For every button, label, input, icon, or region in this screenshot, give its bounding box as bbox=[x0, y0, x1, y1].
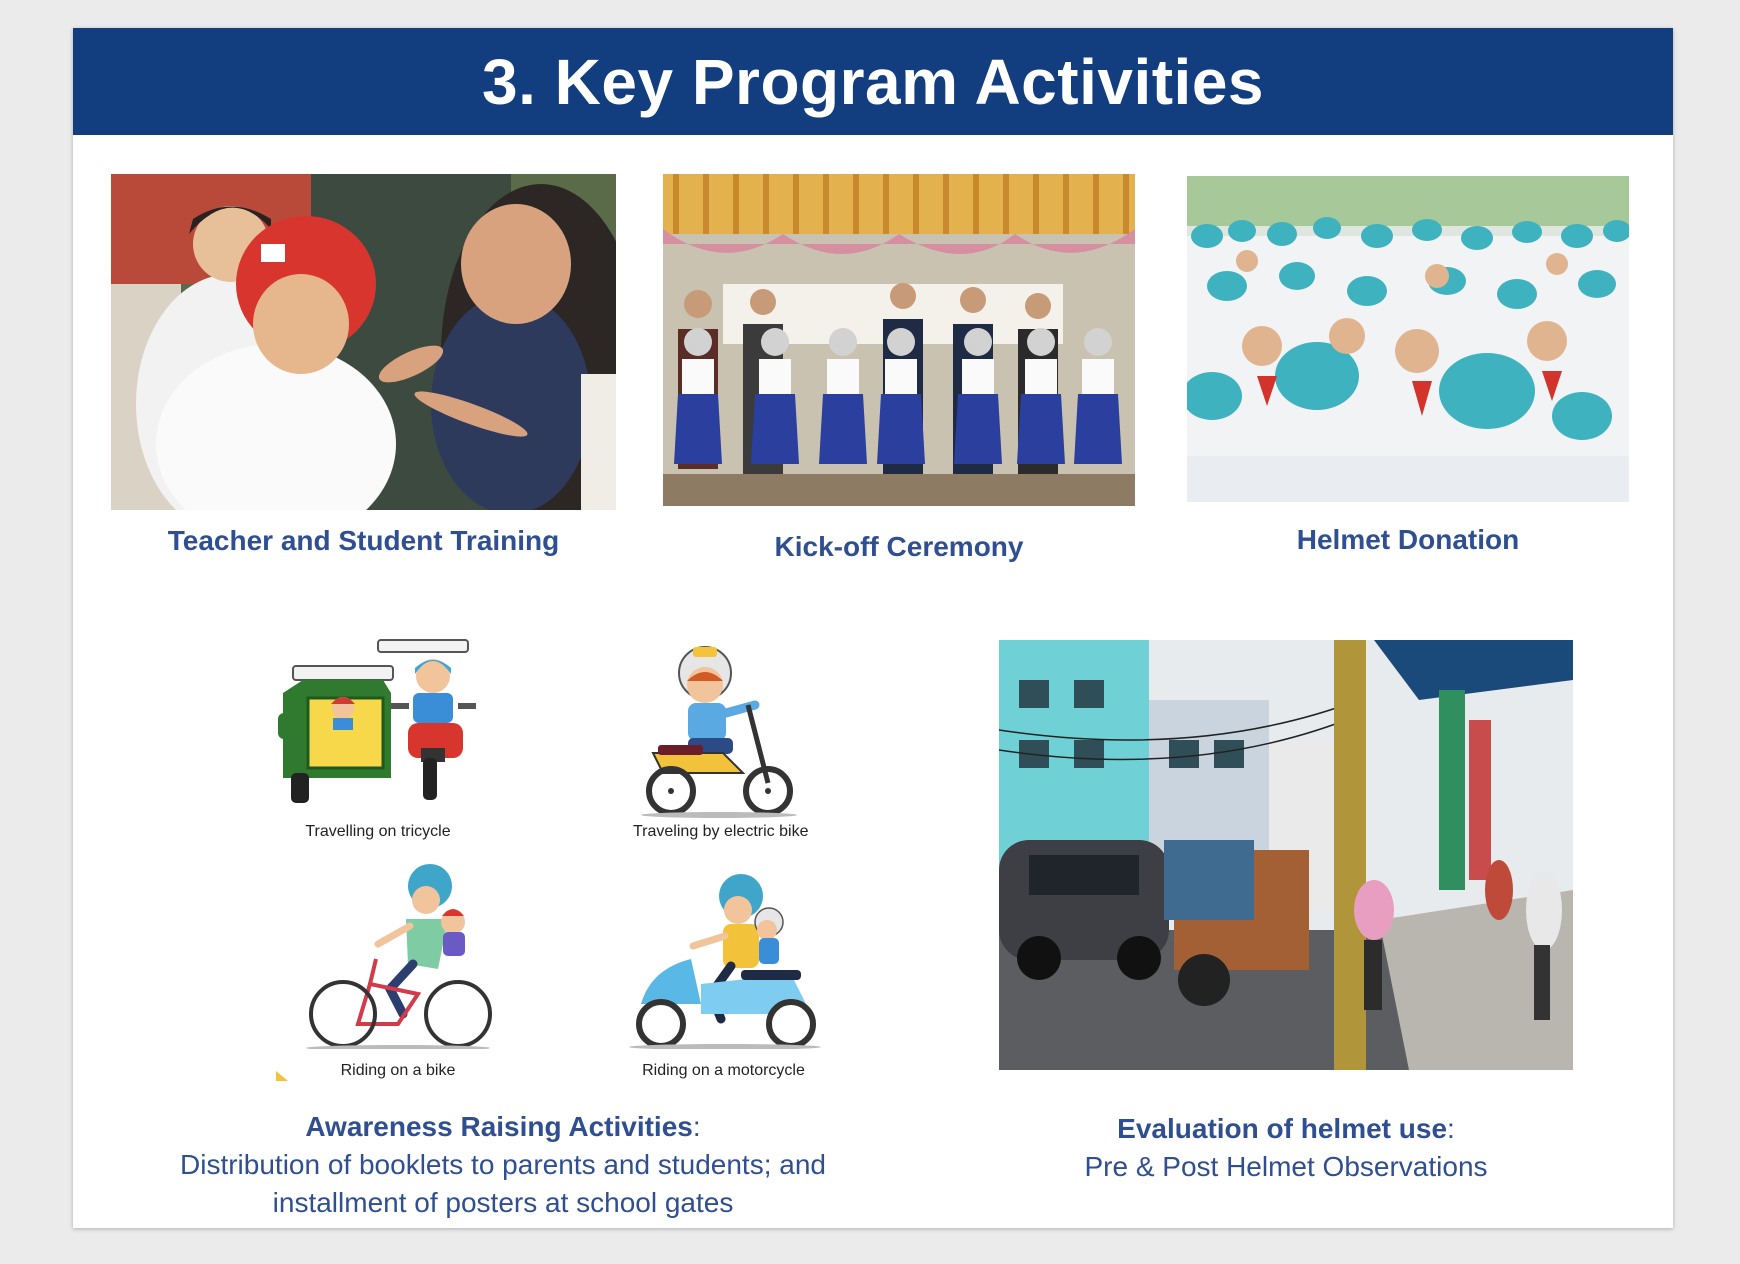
awareness-description bbox=[143, 1108, 863, 1222]
ceremony-caption: Kick-off Ceremony bbox=[774, 531, 1024, 562]
tricycle-icon bbox=[273, 638, 483, 813]
training-caption: Teacher and Student Training bbox=[167, 525, 560, 556]
slide bbox=[73, 28, 1673, 1228]
slide-title: 3. Key Program Activities bbox=[482, 45, 1264, 118]
bicycle-illustration bbox=[298, 864, 498, 1049]
evaluation-description bbox=[999, 1110, 1573, 1186]
training-photo bbox=[111, 174, 616, 510]
motorcycle-illustration bbox=[621, 874, 826, 1049]
evaluation-colon: : bbox=[1447, 1113, 1455, 1144]
motorcycle-icon bbox=[621, 874, 826, 1049]
electric-bike-illustration bbox=[633, 633, 803, 818]
motorcycle-label: Riding on a motorcycle bbox=[642, 1062, 805, 1079]
tricycle-label: Travelling on tricycle bbox=[305, 823, 451, 840]
awareness-colon: : bbox=[692, 1111, 701, 1142]
evaluation-heading-line bbox=[999, 1110, 1573, 1148]
evaluation-heading: Evaluation of helmet use bbox=[1117, 1113, 1448, 1144]
awareness-heading-line bbox=[143, 1108, 863, 1146]
awareness-line-1: Distribution of booklets to parents and students; and bbox=[180, 1149, 826, 1180]
bicycle-label: Riding on a bike bbox=[340, 1062, 456, 1079]
donation-photo bbox=[1187, 176, 1629, 502]
corner-mark-icon bbox=[276, 1071, 290, 1083]
tricycle-illustration bbox=[273, 638, 483, 813]
ceremony-photo bbox=[663, 174, 1135, 506]
street-photo bbox=[999, 640, 1573, 1070]
title-bar bbox=[73, 28, 1673, 135]
evaluation-line-1: Pre & Post Helmet Observations bbox=[1084, 1151, 1488, 1182]
donation-caption: Helmet Donation bbox=[1296, 524, 1520, 555]
awareness-line-2: installment of posters at school gates bbox=[272, 1187, 734, 1218]
awareness-heading: Awareness Raising Activities bbox=[305, 1111, 693, 1142]
electric-bike-label: Traveling by electric bike bbox=[633, 823, 809, 840]
electric-bike-icon bbox=[633, 633, 803, 818]
bicycle-icon bbox=[298, 864, 498, 1049]
